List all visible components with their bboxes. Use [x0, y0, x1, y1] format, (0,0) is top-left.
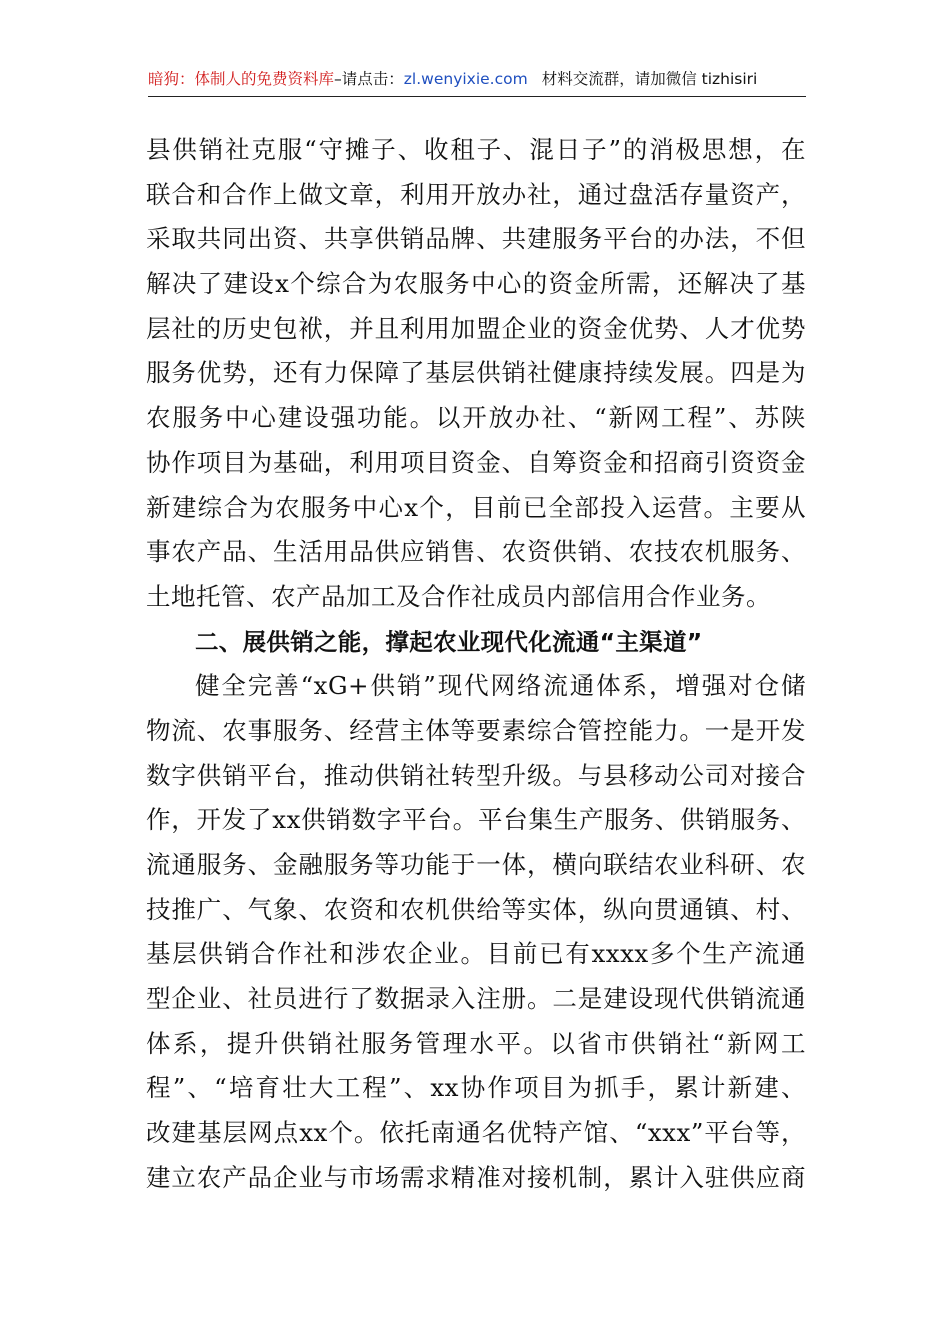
text-line: 建立农产品企业与市场需求精准对接机制，累计入驻供应商: [146, 1162, 806, 1192]
text-line: 农服务中心建设强功能。以开放办社、“新网工程”、苏陕: [146, 403, 806, 433]
text-line: 作，开发了xx供销数字平台。平台集生产服务、供销服务、: [146, 805, 806, 835]
text-line: 型企业、社员进行了数据录入注册。二是建设现代供销流通: [146, 984, 806, 1014]
header-separator: –请点击：: [334, 70, 404, 88]
section-heading: 二、展供销之能，撑起农业现代化流通“主渠道”: [195, 627, 703, 656]
text-line: 联合和合作上做文章，利用开放办社，通过盘活存量资产，: [146, 179, 806, 209]
text-line: 协作项目为基础，利用项目资金、自筹资金和招商引资资金: [146, 447, 806, 477]
text-line: 物流、农事服务、经营主体等要素综合管控能力。一是开发: [146, 715, 806, 745]
text-line: 层社的历史包袱，并且利用加盟企业的资金优势、人才优势: [146, 313, 806, 343]
text-line: 技推广、气象、农资和农机供给等实体，纵向贯通镇、村、: [146, 894, 806, 924]
header-link[interactable]: zl.wenyixie.com: [403, 70, 528, 88]
text-line: 县供销社克服“守摊子、收租子、混日子”的消极思想，在: [146, 135, 806, 164]
text-line: 改建基层网点xx个。依托南通名优特产馆、“xxx”平台等，: [146, 1118, 806, 1148]
text-line: 数字供销平台，推动供销社转型升级。与县移动公司对接合: [146, 760, 806, 790]
text-line: 健全完善“xG+供销”现代网络流通体系，增强对仓储: [195, 671, 806, 701]
page-header: [148, 62, 806, 97]
header-contact: 材料交流群，请加微信 tizhisiri: [541, 70, 758, 88]
text-line: 程”、“培育壮大工程”、xx协作项目为抓手，累计新建、: [146, 1073, 806, 1103]
text-line: 基层供销合作社和涉农企业。目前已有xxxx多个生产流通: [146, 939, 806, 969]
document-body: [146, 128, 806, 1201]
header-brand: 暗狗：体制人的免费资料库: [148, 70, 335, 88]
text-line: 采取共同出资、共享供销品牌、共建服务平台的办法，不但: [146, 224, 806, 254]
text-line: 体系，提升供销社服务管理水平。以省市供销社“新网工: [146, 1028, 806, 1058]
text-line: 解决了建设x个综合为农服务中心的资金所需，还解决了基: [146, 269, 806, 299]
text-line: 土地托管、农产品加工及合作社成员内部信用合作业务。: [146, 581, 771, 611]
text-line: 流通服务、金融服务等功能于一体，横向联结农业科研、农: [146, 850, 806, 879]
text-line: 事农产品、生活用品供应销售、农资供销、农技农机服务、: [146, 537, 806, 567]
text-line: 服务优势，还有力保障了基层供销社健康持续发展。四是为: [146, 358, 806, 388]
text-line: 新建综合为农服务中心x个，目前已全部投入运营。主要从: [146, 492, 806, 522]
